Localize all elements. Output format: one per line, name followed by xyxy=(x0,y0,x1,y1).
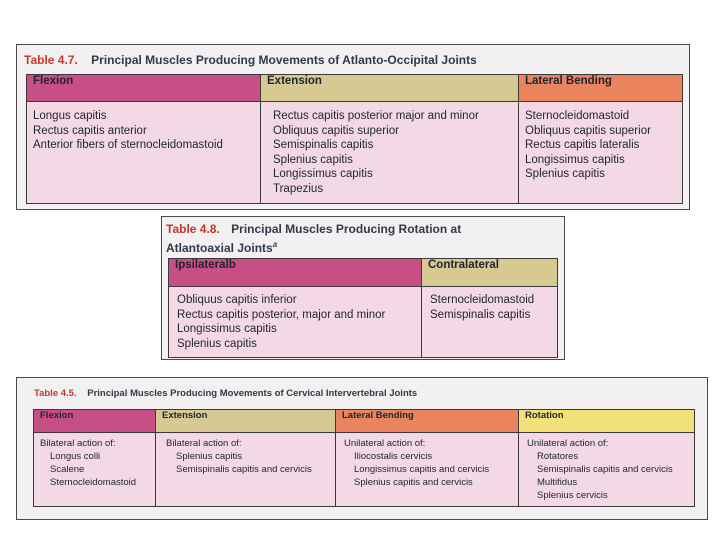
header-extension: Extension xyxy=(156,410,336,433)
flexion-cell xyxy=(34,433,156,507)
cell-lead: Unilateral action of: xyxy=(344,438,426,449)
list-item: Splenius capitis xyxy=(525,168,605,180)
lateral-bending-cell xyxy=(519,102,683,204)
list-item: Obliquus capitis superior xyxy=(273,124,399,137)
table-4-5-number: Table 4.5. xyxy=(34,388,77,399)
list-item: Semispinalis capitis and cervicis xyxy=(176,464,312,475)
header-extension: Extension xyxy=(261,75,519,102)
list-item: Longissimus capitis xyxy=(273,168,373,180)
list-item: Iliocostalis cervicis xyxy=(354,451,433,462)
list-item: Semispinalis capitis xyxy=(273,139,374,151)
header-ipsilateral xyxy=(169,259,422,287)
list-item: Obliquus capitis superior xyxy=(525,124,651,137)
list-item: Rectus capitis posterior, major and minor xyxy=(177,308,386,321)
list-item: Trapezius xyxy=(273,182,324,195)
contralateral-cell xyxy=(422,287,558,358)
list-item: Splenius capitis xyxy=(176,451,243,462)
cell-lead: Unilateral action of: xyxy=(527,438,609,449)
header-lateral-bending: Lateral Bending xyxy=(519,75,683,102)
list-item: Longus colli xyxy=(50,451,101,462)
table-4-7 xyxy=(26,74,683,204)
extension-cell xyxy=(156,433,336,507)
list-item: Splenius capitis xyxy=(273,153,353,166)
list-item: Rectus capitis lateralis xyxy=(525,139,640,151)
table-4-7-number: Table 4.7. xyxy=(24,53,78,67)
list-item: Rectus capitis posterior major and minor xyxy=(273,110,479,122)
list-item: Rotatores xyxy=(537,451,579,462)
header-contralateral: Contralateral xyxy=(422,259,558,287)
list-item: Semispinalis capitis and cervicis xyxy=(537,464,673,475)
table-4-8-caption xyxy=(166,222,461,256)
ipsilateral-cell xyxy=(169,287,422,358)
header-ipsilateral-label: Ipsilateral xyxy=(175,259,229,271)
table-4-8-number: Table 4.8. xyxy=(166,222,220,236)
list-item: Multifidus xyxy=(537,477,578,488)
list-item: Sternocleidomastoid xyxy=(50,477,137,488)
list-item: Splenius cervicis xyxy=(537,490,608,501)
flexion-cell xyxy=(27,102,261,204)
table-4-7-title: Principal Muscles Producing Movements of Atlanto-Occipital Joints xyxy=(91,53,477,67)
cell-lead: Bilateral action of: xyxy=(40,438,116,449)
table-4-8 xyxy=(168,258,558,358)
lateral-bending-cell xyxy=(336,433,519,507)
table-4-8-title-line1: Principal Muscles Producing Rotation at xyxy=(231,222,462,236)
list-item: Sternocleidomastoid xyxy=(430,294,535,306)
table-4-7-caption xyxy=(24,53,477,67)
list-item: Obliquus capitis inferior xyxy=(177,294,297,306)
list-item: Longissimus capitis xyxy=(525,153,625,166)
table-4-5 xyxy=(33,409,695,507)
rotation-cell xyxy=(519,433,695,507)
extension-cell xyxy=(261,102,519,204)
cell-lead: Bilateral action of: xyxy=(166,438,242,449)
header-flexion: Flexion xyxy=(27,75,261,102)
footnote-marker: a xyxy=(272,240,278,249)
header-rotation: Rotation xyxy=(519,410,695,433)
list-item: Splenius capitis xyxy=(177,337,257,350)
list-item: Scalene xyxy=(50,464,85,475)
list-item: Splenius capitis and cervicis xyxy=(354,477,473,488)
list-item: Semispinalis capitis xyxy=(430,308,531,321)
footnote-marker: b xyxy=(228,259,236,271)
table-4-5-title: Principal Muscles Producing Movements of Cervical Intervertebral Joints xyxy=(87,388,418,399)
table-4-8-title-line2: Atlantoaxial Joints xyxy=(166,241,273,255)
header-lateral-bending: Lateral Bending xyxy=(336,410,519,433)
table-4-5-caption xyxy=(34,388,417,399)
list-item: Rectus capitis anterior xyxy=(33,124,147,137)
list-item: Longissimus capitis and cervicis xyxy=(354,464,490,475)
list-item: Longissimus capitis xyxy=(177,323,277,335)
list-item: Longus capitis xyxy=(33,110,107,122)
list-item: Sternocleidomastoid xyxy=(525,110,630,122)
list-item: Anterior fibers of sternocleidomastoid xyxy=(33,139,223,151)
header-flexion: Flexion xyxy=(34,410,156,433)
